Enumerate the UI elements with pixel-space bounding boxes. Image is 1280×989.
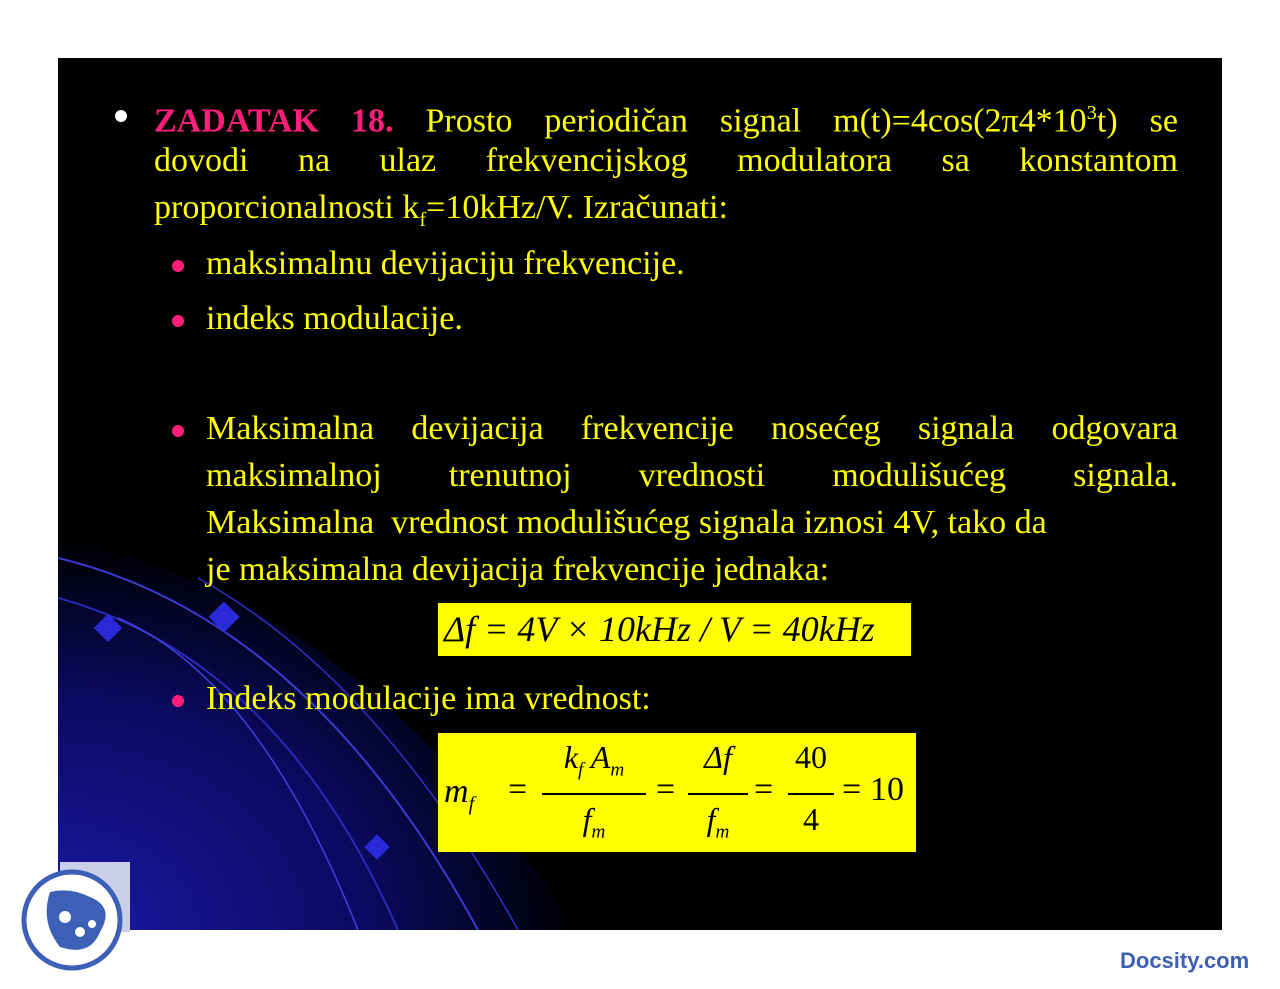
frac3-denominator: 4 xyxy=(803,801,819,837)
task-label: ZADATAK 18. xyxy=(154,102,394,140)
formula-modulation-index xyxy=(438,733,916,852)
frac1-numerator: $k_f$ $A_m$ xyxy=(563,739,625,781)
equals-sign: = xyxy=(508,771,528,808)
formula-lhs: $m_f$ xyxy=(444,773,475,815)
formula-max-deviation: Δf = 4V × 10kHz / V = 40kHz xyxy=(438,603,911,656)
equals-sign: = xyxy=(842,771,862,808)
fraction-bar xyxy=(542,793,646,795)
answer1-line-1: Maksimalna devijacija frekvencije nosećeg signala odgovara xyxy=(206,410,1178,447)
task-line-2: dovodi na ulaz frekvencijskog modulatora sa konstantom xyxy=(154,142,1178,179)
docsity-logo-icon xyxy=(20,862,130,972)
frac1-denominator: $f_m$ xyxy=(582,801,606,843)
task-line-3: proporcionalnosti $k_f=10kHz/V$. Izračunati: xyxy=(154,189,728,231)
question-item: indeks modulacije. xyxy=(206,300,463,337)
watermark-text: Docsity.com xyxy=(1120,948,1250,973)
slide xyxy=(58,58,1222,930)
fraction-bar xyxy=(688,793,748,795)
formula-result: 10 xyxy=(870,771,904,808)
bullet-dot xyxy=(172,425,184,437)
answer2-line: Indeks modulacije ima vrednost: xyxy=(206,680,651,717)
answer1-line-4: je maksimalna devijacija frekvencije jednaka: xyxy=(206,551,830,588)
task-line-1: ZADATAK 18. Prosto periodičan signal $m(t)=4\cos(2\pi 4*10^3t)$ se xyxy=(154,102,1178,140)
bullet-dot xyxy=(172,260,184,272)
answer1-line-3: Maksimalna vrednost modulišućeg signala iznosi 4V, tako da xyxy=(206,504,1047,541)
frac2-denominator: $f_m$ xyxy=(706,801,730,843)
equals-sign: = xyxy=(656,771,676,808)
bullet-dot xyxy=(172,695,184,707)
question-item: maksimalnu devijaciju frekvencije. xyxy=(206,245,685,282)
equals-sign: = xyxy=(754,771,774,808)
frac3-numerator: 40 xyxy=(795,739,827,775)
bullet-dot xyxy=(115,110,127,122)
bullet-dot xyxy=(172,315,184,327)
fraction-bar xyxy=(788,793,834,795)
frac2-numerator: Δf xyxy=(704,739,732,775)
answer1-line-2: maksimalnoj trenutnoj vrednosti modulišućeg signala. xyxy=(206,457,1178,494)
